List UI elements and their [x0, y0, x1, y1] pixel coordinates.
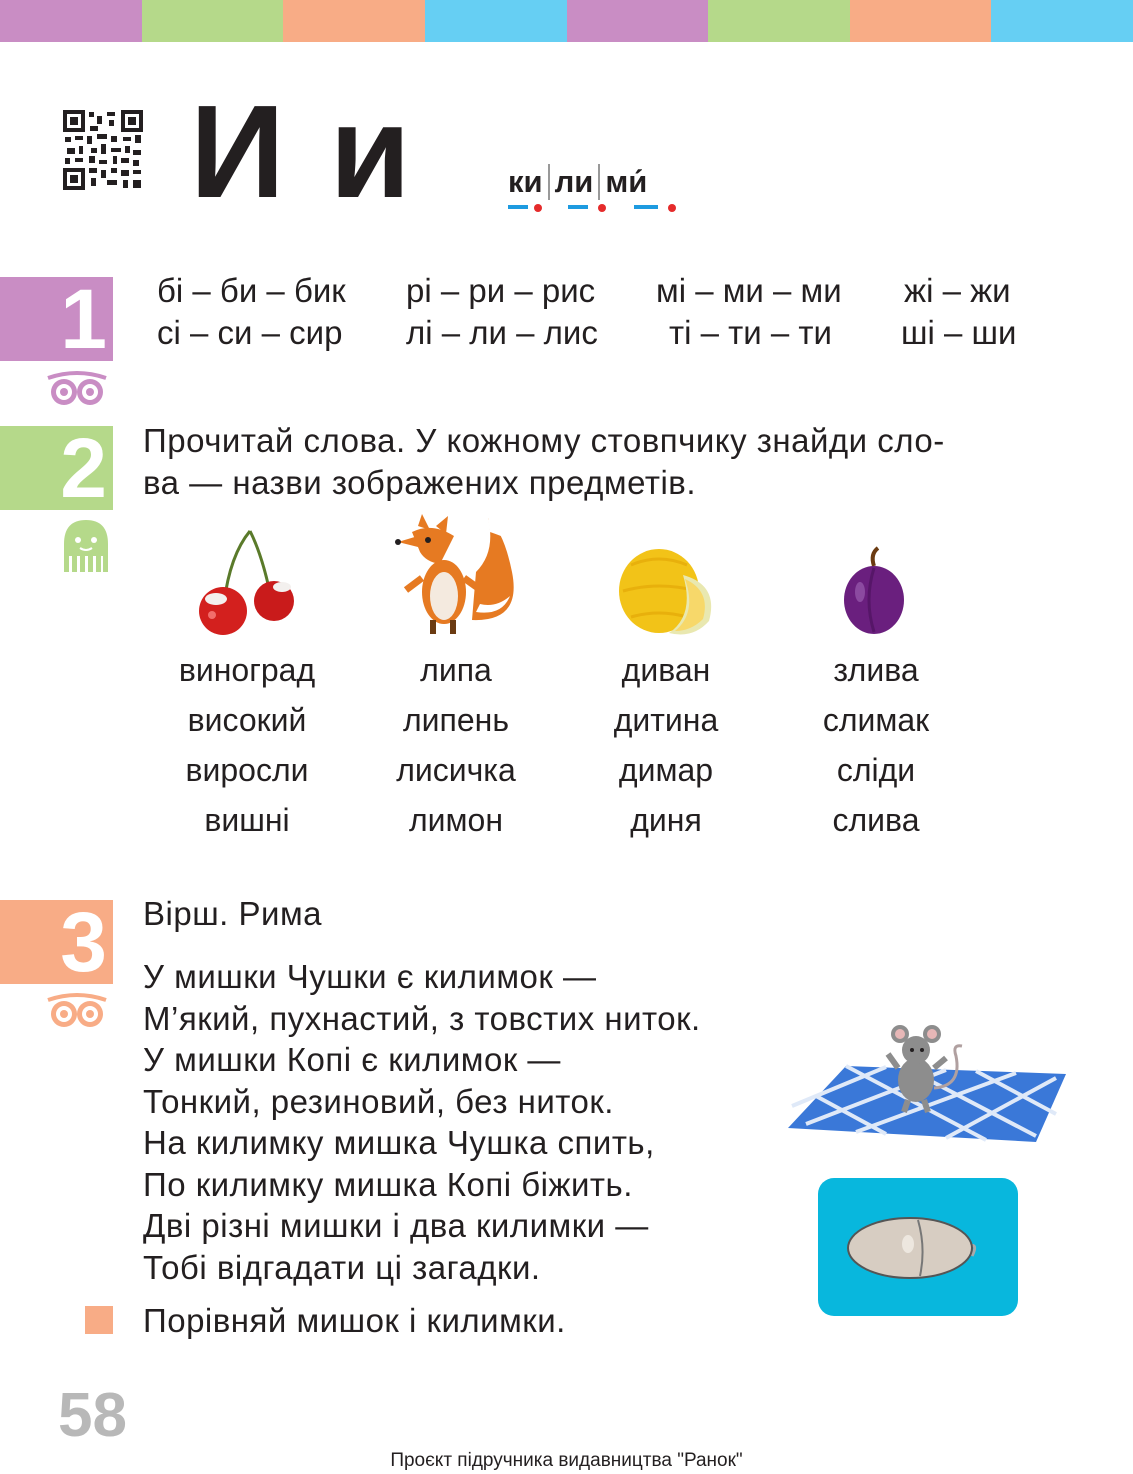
page-number: 58: [58, 1381, 127, 1450]
word-item: липа: [420, 652, 492, 688]
cherries-picture: [190, 525, 305, 640]
word-item: слива: [832, 802, 920, 838]
task-number-text: 2: [60, 421, 107, 515]
poem: [143, 956, 701, 1288]
word-item: диван: [621, 652, 711, 688]
task-number-2: [0, 421, 113, 515]
word-item: вишні: [204, 802, 290, 838]
syllable-group: жі – жи: [904, 272, 1011, 309]
syllable-group: бі – би – бик: [157, 272, 346, 309]
poem-line: М’який, пухнастий, з товстих ниток.: [143, 999, 701, 1037]
word-item: високий: [187, 702, 307, 738]
syllable-item: [553, 164, 596, 200]
task2-instruction-line2: ва — назви зображених предметів.: [143, 464, 696, 501]
syllable-text: ми́: [605, 164, 648, 199]
word-item: лимон: [408, 802, 503, 838]
poem-line: У мишки Копі є килимок —: [143, 1041, 561, 1078]
task-marker: [85, 1306, 113, 1334]
word-item: димар: [618, 752, 714, 788]
top-color-bar: [0, 0, 1133, 42]
word-item: виноград: [178, 652, 316, 688]
syllable-item: [506, 164, 545, 200]
syllable-group: рі – ри – рис: [406, 272, 596, 309]
syllable-divider: [598, 164, 600, 200]
syllable-group: ші – ши: [901, 314, 1017, 351]
computer-mouse-picture: [816, 1176, 1020, 1318]
footer-text: Проєкт підручника видавництва "Ранок": [390, 1450, 743, 1471]
syllable-group: ті – ти – ти: [669, 314, 832, 351]
task-number-text: 3: [60, 895, 107, 989]
melon-picture: [613, 545, 719, 637]
plum-picture: [840, 546, 910, 638]
letter-title: И и: [190, 78, 415, 225]
syllable-divider: [548, 164, 550, 200]
poem-line: Тобі відгадати ці загадки.: [143, 1248, 541, 1286]
word-item: слимак: [822, 702, 930, 738]
poem-line: По килимку мишка Копі біжить.: [143, 1165, 633, 1203]
syllable-group: сі – си – сир: [157, 314, 343, 351]
syllable-scheme: [506, 164, 649, 200]
task-number-text: 1: [60, 272, 107, 366]
top-bar-segment: [425, 0, 567, 42]
word-item: сліди: [836, 752, 916, 788]
syllable-group: лі – ли – лис: [406, 314, 598, 351]
word-column-3: [561, 648, 771, 848]
word-item: диня: [630, 802, 702, 838]
poem-line: На килимку мишка Чушка спить,: [143, 1124, 655, 1161]
word-item: липень: [402, 702, 509, 738]
word-column-1: [142, 648, 352, 848]
poem-line: Тонкий, резиновий, без ниток.: [143, 1082, 614, 1120]
top-bar-segment: [283, 0, 425, 42]
top-bar-segment: [708, 0, 850, 42]
word-item: злива: [833, 652, 919, 688]
top-bar-segment: [991, 0, 1133, 42]
fox-picture: [392, 512, 520, 638]
top-bar-segment: [0, 0, 142, 42]
task3-title: Вірш. Рима: [143, 895, 322, 932]
syllable-item: [603, 164, 649, 200]
octopus-icon: [60, 518, 112, 574]
poem-line: Дві різні мишки і два килимки —: [143, 1207, 649, 1244]
task3-question: Порівняй мишок і килимки.: [143, 1302, 566, 1339]
syllable-group: мі – ми – ми: [656, 272, 842, 309]
sound-scheme-marks: [500, 198, 690, 218]
word-column-4: [771, 648, 981, 848]
syllable-text: ки: [508, 164, 543, 199]
mouse-on-carpet-picture: [786, 1016, 1070, 1146]
poem-line: У мишки Чушки є килимок —: [143, 958, 597, 995]
top-bar-segment: [567, 0, 709, 42]
task-number-3: [0, 895, 113, 989]
syllable-text: ли: [554, 164, 594, 199]
qr-code-icon[interactable]: [63, 110, 143, 190]
word-item: виросли: [185, 752, 309, 788]
word-item: дитина: [613, 702, 719, 738]
task-number-1: [0, 272, 113, 366]
word-column-2: [351, 648, 561, 848]
owl-eyes-icon: [44, 370, 110, 408]
top-bar-segment: [142, 0, 284, 42]
word-item: лисичка: [396, 752, 516, 788]
task2-instruction-line1: Прочитай слова. У кожному стовпчику знайди сло-: [143, 422, 945, 459]
owl-eyes-icon: [44, 992, 110, 1030]
top-bar-segment: [850, 0, 992, 42]
